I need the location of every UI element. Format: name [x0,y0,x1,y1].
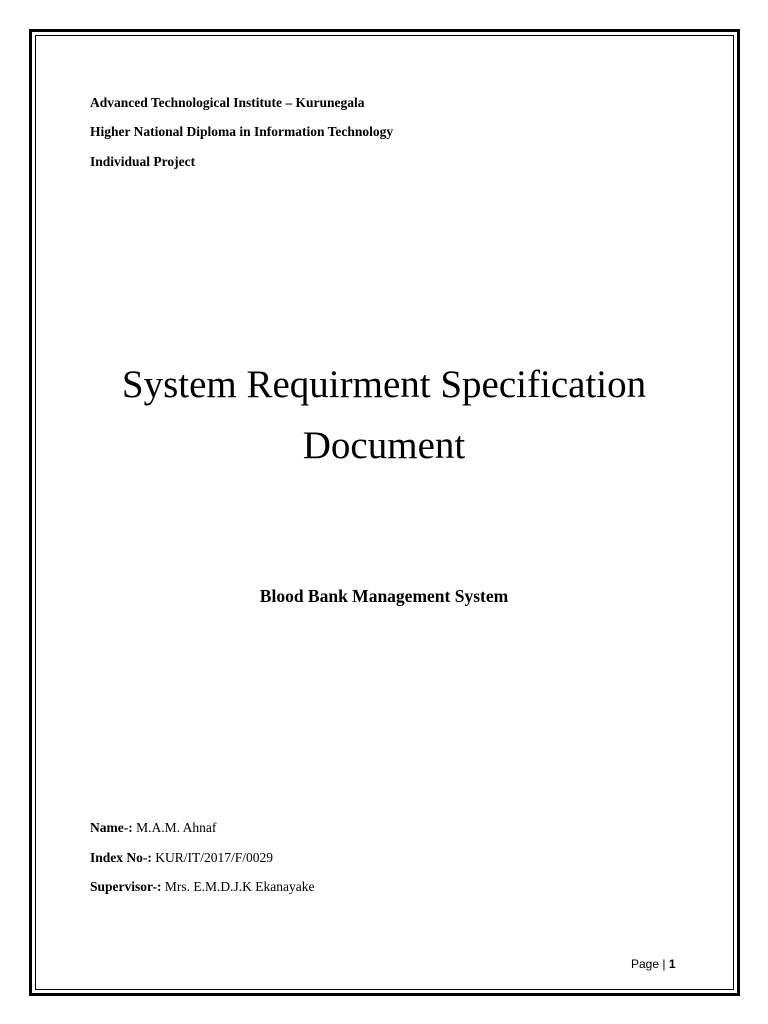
student-name-label: Name-: [90,820,133,835]
project-name: Blood Bank Management System [259,586,509,606]
document-title-line-1: System Requirment Specification [121,363,647,406]
supervisor-label: Supervisor-: [90,879,162,894]
document-title-line-2: Document [302,424,466,467]
page-footer [631,957,676,971]
supervisor-row [90,879,314,895]
page-border-inner [35,35,734,990]
index-number-row [90,850,273,866]
student-name-value: M.A.M. Ahnaf [136,820,217,835]
index-number-value: KUR/IT/2017/F/0029 [155,850,274,865]
institute-name: Advanced Technological Institute – Kurunegala [90,95,365,110]
index-number-label: Index No-: [90,850,152,865]
project-type: Individual Project [90,154,196,169]
student-name-row [90,820,216,836]
page-number: 1 [668,957,676,971]
page-label: Page | [631,957,669,971]
supervisor-value: Mrs. E.M.D.J.K Ekanayake [164,879,315,894]
program-name: Higher National Diploma in Information Technology [90,124,394,139]
